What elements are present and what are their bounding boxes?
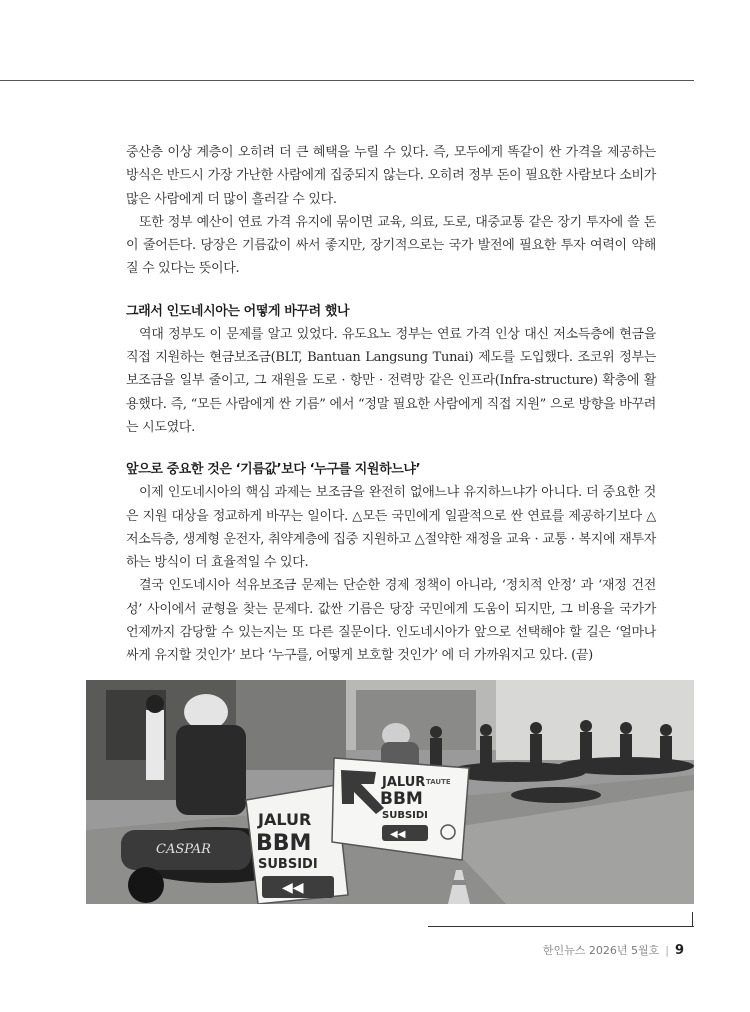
- article-body: [126, 141, 656, 668]
- paragraph-3: 역대 정부도 이 문제를 알고 있었다. 유도요노 정부는 연료 가격 인상 대신 저소득층에 현금을 직접 지원하는 현금보조금(BLT, Bantuan Langsung Tunai) 제도를 도입했다. 조코위 정부는 보조금을 일부 줄이고, 그 재원을 도로 · 항만 · 전력망 같은 인프라(Infra-structure) 확충에 활용했다. 즉, “모든 사람에게 싼 기름” 에서 “정말 필요한 사람에게 직접 지원” 으로 방향을 바꾸려는 시도였다.: [126, 326, 656, 435]
- article-photo: [86, 680, 694, 904]
- arrow-left-icon: ◀◀: [390, 829, 406, 840]
- svg-text:SUBSIDI: SUBSIDI: [382, 810, 428, 821]
- page-number: 9: [674, 942, 684, 958]
- svg-text:SUBSIDI: SUBSIDI: [258, 857, 318, 872]
- page-footer: [543, 942, 684, 958]
- paragraph-4: 이제 인도네시아의 핵심 과제는 보조금을 완전히 없애느냐 유지하느냐가 아니다. 더 중요한 것은 지원 대상을 정교하게 바꾸는 일이다. △모든 국민에게 일괄적으로 싼 연료를 제공하기보다 △저소득층, 생계형 운전자, 취약계층에 집중 지원하고 △절약한 재정을 교육 · 교통 · 복지에 재투자하는 방식이 더 효율적일 수 있다.: [126, 485, 656, 571]
- footer-separator: |: [665, 943, 669, 957]
- fuel-lane-sign-right: [332, 758, 469, 860]
- fuel-queue-photo: [86, 680, 694, 904]
- footer-rule-tick: [692, 912, 693, 927]
- paragraph-2: 또한 정부 예산이 연료 가격 유지에 묶이면 교육, 의료, 도로, 대중교통 같은 장기 투자에 쓸 돈이 줄어든다. 당장은 기름값이 싸서 좋지만, 장기적으로는 국가 발전에 필요한 투자 여력이 약해질 수 있다는 뜻이다.: [126, 214, 656, 277]
- publication-name: 한인뉴스 2026년 5월호: [542, 944, 660, 957]
- header-rule: [0, 80, 694, 81]
- svg-text:TAUTE: TAUTE: [426, 778, 451, 786]
- paragraph-5: 결국 인도네시아 석유보조금 문제는 단순한 경제 정책이 아니라, ‘정치적 안정’ 과 ‘재정 건전성’ 사이에서 균형을 찾는 문제다. 값싼 기름은 당장 국민에게 도움이 되지만, 그 비용을 국가가 언제까지 감당할 수 있는지는 또 다른 질문이다. 인도네시아가 앞으로 선택해야 할 길은 ‘얼마나 싸게 유지할 것인가’ 보다 ‘누구를, 어떻게 보호할 것인가’ 에 더 가까워지고 있다. (끝): [126, 578, 656, 664]
- arrow-left-icon: ◀◀: [282, 880, 304, 896]
- svg-text:JALUR: JALUR: [258, 810, 312, 829]
- svg-text:JALUR: JALUR: [382, 775, 426, 790]
- paragraph-1: 중산층 이상 계층이 오히려 더 큰 혜택을 누릴 수 있다. 즉, 모두에게 똑같이 싼 가격을 제공하는 방식은 반드시 가장 가난한 사람에게 집중되지 않는다. 오히려 정부 돈이 필요한 사람보다 소비가 많은 사람에게 더 많이 흘러갈 수 있다.: [126, 145, 656, 207]
- footer-rule: [428, 926, 694, 927]
- svg-text:BBM: BBM: [380, 789, 423, 809]
- section-heading-1: 그래서 인도네시아는 어떻게 바꾸려 했나: [126, 303, 350, 319]
- section-heading-2: 앞으로 중요한 것은 ‘기름값’보다 ‘누구를 지원하느냐’: [126, 462, 421, 478]
- scooter-brand: CASPAR: [156, 842, 211, 857]
- svg-text:BBM: BBM: [256, 831, 312, 856]
